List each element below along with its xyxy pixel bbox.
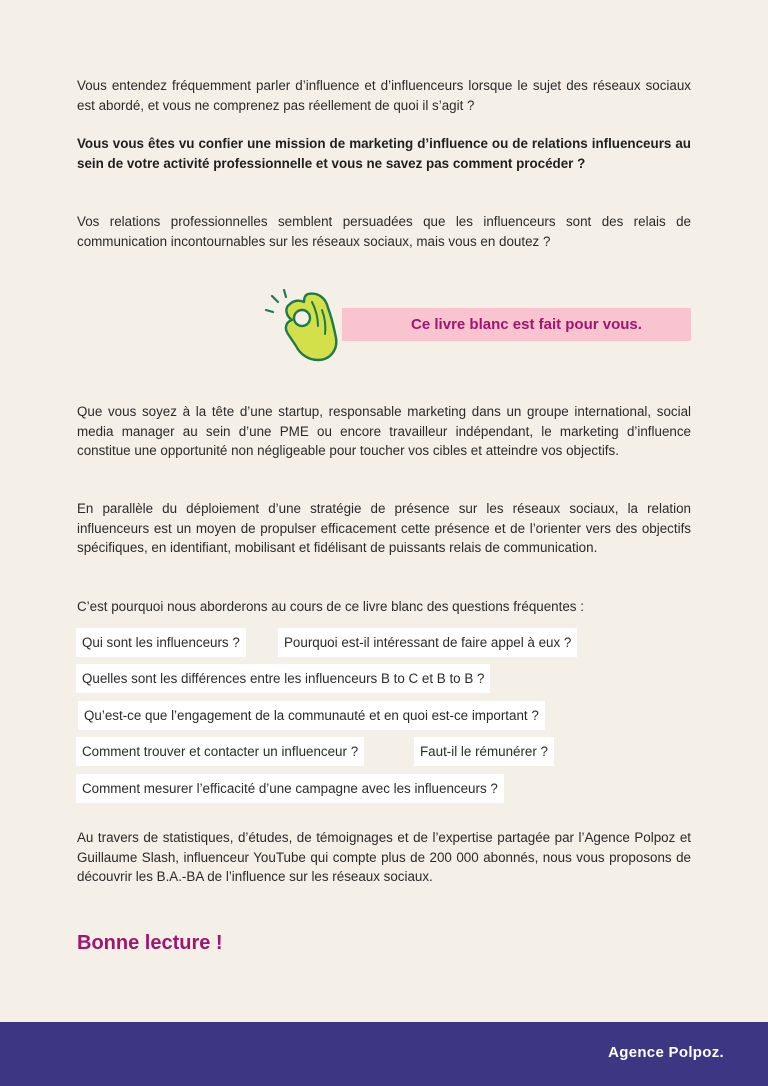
callout-text: Ce livre blanc est fait pour vous. [411, 316, 642, 333]
body-paragraph-1: Que vous soyez à la tête d’une startup, responsable marketing dans un groupe international, social media manager au sein d’une PME ou encore travailleur indépendant, le marketing d’influence constitue une opportunité non négligeable pour toucher vos cibles et atteindre vos objectifs. [77, 404, 691, 458]
question-chip: Qu’est-ce que l’engagement de la communauté et en quoi est-ce important ? [78, 701, 545, 730]
intro-paragraph-2: Vous vous êtes vu confier une mission de marketing d’influence ou de relations influenceurs au sein de votre activité professionnelle et vous ne savez pas comment procéder ? [77, 136, 691, 171]
question-chip: Quelles sont les différences entre les influenceurs B to C et B to B ? [76, 664, 490, 693]
question-chip: Comment mesurer l’efficacité d’une campagne avec les influenceurs ? [76, 774, 504, 803]
callout-banner [342, 308, 691, 341]
body-paragraph-2: En parallèle du déploiement d’une stratégie de présence sur les réseaux sociaux, la relation influenceurs est un moyen de propulser efficacement cette présence et de l’orienter vers des objectifs spécifiques, en identifiant, mobilisant et fidélisant de puissants relais de communication. [77, 501, 691, 555]
body-paragraph-3: C’est pourquoi nous aborderons au cours de ce livre blanc des questions fréquentes : [77, 599, 584, 614]
footer-brand: Agence Polpoz. [608, 1044, 724, 1061]
closing-heading: Bonne lecture ! [77, 932, 223, 954]
ok-hand-icon [264, 288, 344, 364]
intro-paragraph-1: Vous entendez fréquemment parler d’influence et d’influenceurs lorsque le sujet des réseaux sociaux est abordé, et vous ne comprenez pas réellement de quoi il s’agit ? [77, 78, 691, 113]
question-chip: Qui sont les influenceurs ? [76, 628, 246, 657]
footer-bar [0, 1022, 768, 1086]
intro-paragraph-3: Vos relations professionnelles semblent persuadées que les influenceurs sont des relais de communication incontournables sur les réseaux sociaux, mais vous en doutez ? [77, 214, 691, 249]
question-chip: Comment trouver et contacter un influenceur ? [76, 737, 364, 766]
question-chip: Faut-il le rémunérer ? [414, 737, 554, 766]
question-chip: Pourquoi est-il intéressant de faire appel à eux ? [278, 628, 577, 657]
outro-paragraph: Au travers de statistiques, d’études, de témoignages et de l’expertise partagée par l’Agence Polpoz et Guillaume Slash, influenceur YouTube qui compte plus de 200 000 abonnés, nous vous proposons de découvrir les B.A.-BA de l’influence sur les réseaux sociaux. [77, 830, 691, 884]
